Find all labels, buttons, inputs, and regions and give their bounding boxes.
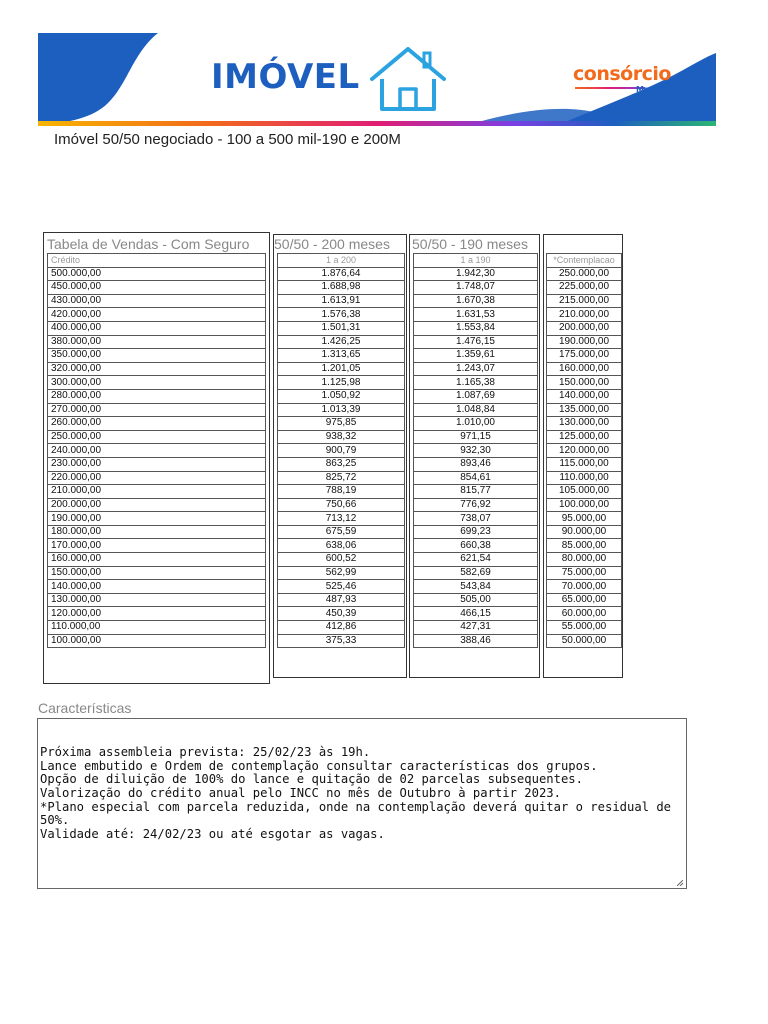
parcela-190-header: 1 a 190	[414, 254, 538, 268]
contemplacao-cell: 250.000,00	[547, 267, 622, 281]
table-row	[414, 512, 538, 526]
table-row	[414, 362, 538, 376]
table-row	[278, 430, 405, 444]
brand-sub: Magalu	[635, 85, 669, 94]
parcela-200-cell: 788,19	[278, 485, 405, 499]
table-row	[547, 553, 622, 567]
table-row	[414, 621, 538, 635]
table-row	[48, 362, 266, 376]
credito-cell: 190.000,00	[48, 512, 266, 526]
table-row	[48, 498, 266, 512]
table-row	[414, 430, 538, 444]
credito-cell: 100.000,00	[48, 634, 266, 648]
contemplacao-cell: 175.000,00	[547, 349, 622, 363]
parcela-190-grid	[413, 253, 538, 648]
credito-cell: 200.000,00	[48, 498, 266, 512]
table-190-title: 50/50 - 190 meses	[412, 236, 528, 252]
parcela-190-cell: 699,23	[414, 525, 538, 539]
parcela-190-cell: 971,15	[414, 430, 538, 444]
table-row	[278, 512, 405, 526]
table-row	[48, 281, 266, 295]
parcela-200-cell: 1.313,65	[278, 349, 405, 363]
credito-cell: 260.000,00	[48, 417, 266, 431]
credito-cell: 400.000,00	[48, 321, 266, 335]
credito-cell: 320.000,00	[48, 362, 266, 376]
table-row	[414, 566, 538, 580]
table-row	[414, 593, 538, 607]
contemplacao-cell: 95.000,00	[547, 512, 622, 526]
parcela-200-cell: 375,33	[278, 634, 405, 648]
credito-cell: 230.000,00	[48, 457, 266, 471]
table-row	[414, 267, 538, 281]
credito-cell: 280.000,00	[48, 389, 266, 403]
contemplacao-cell: 65.000,00	[547, 593, 622, 607]
table-row	[547, 335, 622, 349]
table-row	[278, 539, 405, 553]
credito-grid	[47, 253, 266, 648]
table-row	[547, 389, 622, 403]
parcela-200-cell: 562,99	[278, 566, 405, 580]
table-row	[48, 607, 266, 621]
contemplacao-cell: 115.000,00	[547, 457, 622, 471]
table-row	[48, 321, 266, 335]
contemplacao-cell: 100.000,00	[547, 498, 622, 512]
caracteristicas-text: Próxima assembleia prevista: 25/02/23 às 19h. Lance embutido e Ordem de contemplação consultar características dos grupos. Opção de diluição de 100% do lance e quitação de 02 parcelas subsequentes. Valorização do crédito anual pelo INCC no mês de Outubro à partir 2023. *Plano especial com parcela reduzida, onde na contemplação deverá quitar o residual de 50%. Validade até: 24/02/23 ou até esgotar as vagas.	[40, 745, 672, 841]
parcela-200-cell: 487,93	[278, 593, 405, 607]
parcela-190-cell: 854,61	[414, 471, 538, 485]
table-row	[414, 457, 538, 471]
parcela-200-cell: 1.501,31	[278, 321, 405, 335]
table-row	[48, 457, 266, 471]
credito-cell: 210.000,00	[48, 485, 266, 499]
table-row	[48, 417, 266, 431]
contemplacao-grid	[546, 253, 622, 648]
rainbow-stripe	[38, 121, 716, 126]
table-row	[414, 634, 538, 648]
table-row	[278, 281, 405, 295]
table-row	[48, 539, 266, 553]
table-row	[48, 403, 266, 417]
credito-cell: 180.000,00	[48, 525, 266, 539]
contemplacao-cell: 215.000,00	[547, 294, 622, 308]
parcela-190-cell: 1.048,84	[414, 403, 538, 417]
contemplacao-cell: 190.000,00	[547, 335, 622, 349]
parcela-200-cell: 1.125,98	[278, 376, 405, 390]
table-row	[547, 294, 622, 308]
table-row	[414, 308, 538, 322]
table-row	[414, 553, 538, 567]
table-row	[547, 321, 622, 335]
contemplacao-cell: 135.000,00	[547, 403, 622, 417]
parcela-200-cell: 1.426,25	[278, 335, 405, 349]
table-row	[278, 267, 405, 281]
parcela-190-cell: 1.087,69	[414, 389, 538, 403]
credito-cell: 120.000,00	[48, 607, 266, 621]
table-credito-title: Tabela de Vendas - Com Seguro	[47, 236, 250, 252]
caracteristicas-label: Características	[38, 700, 132, 716]
table-row	[547, 512, 622, 526]
parcela-190-cell: 505,00	[414, 593, 538, 607]
parcela-190-cell: 388,46	[414, 634, 538, 648]
table-row	[414, 376, 538, 390]
table-row	[48, 512, 266, 526]
contemplacao-cell: 150.000,00	[547, 376, 622, 390]
parcela-200-cell: 1.050,92	[278, 389, 405, 403]
parcela-200-cell: 1.613,91	[278, 294, 405, 308]
table-row	[547, 430, 622, 444]
parcela-190-cell: 738,07	[414, 512, 538, 526]
table-200-title: 50/50 - 200 meses	[274, 236, 390, 252]
table-row	[547, 485, 622, 499]
table-row	[278, 349, 405, 363]
parcela-200-cell: 525,46	[278, 580, 405, 594]
contemplacao-cell: 210.000,00	[547, 308, 622, 322]
parcela-190-cell: 1.165,38	[414, 376, 538, 390]
parcela-190-cell: 932,30	[414, 444, 538, 458]
table-row	[48, 471, 266, 485]
table-row	[278, 525, 405, 539]
table-190-meses	[409, 234, 540, 678]
resize-grip-icon[interactable]	[677, 880, 683, 886]
parcela-200-cell: 863,25	[278, 457, 405, 471]
parcela-190-cell: 893,46	[414, 457, 538, 471]
contemplacao-cell: 70.000,00	[547, 580, 622, 594]
brand-name: consórcio	[573, 63, 671, 85]
credito-cell: 450.000,00	[48, 281, 266, 295]
credito-cell: 170.000,00	[48, 539, 266, 553]
table-row	[48, 553, 266, 567]
table-row	[48, 389, 266, 403]
credito-cell: 150.000,00	[48, 566, 266, 580]
parcela-190-cell: 427,31	[414, 621, 538, 635]
contemplacao-cell: 160.000,00	[547, 362, 622, 376]
parcela-190-cell: 1.670,38	[414, 294, 538, 308]
table-row	[278, 294, 405, 308]
parcela-200-cell: 1.876,64	[278, 267, 405, 281]
table-row	[48, 267, 266, 281]
credito-cell: 300.000,00	[48, 376, 266, 390]
table-row	[414, 403, 538, 417]
caracteristicas-textarea[interactable]	[37, 718, 687, 889]
parcela-190-cell: 582,69	[414, 566, 538, 580]
table-row	[547, 498, 622, 512]
parcela-200-cell: 750,66	[278, 498, 405, 512]
page-subtitle: Imóvel 50/50 negociado - 100 a 500 mil-190 e 200M	[54, 131, 401, 148]
table-row	[278, 593, 405, 607]
table-row	[278, 321, 405, 335]
table-row	[547, 539, 622, 553]
table-row	[547, 525, 622, 539]
table-row	[414, 281, 538, 295]
table-row	[48, 566, 266, 580]
table-row	[48, 335, 266, 349]
table-row	[414, 294, 538, 308]
contemplacao-header: *Contemplacao	[547, 254, 622, 268]
table-row	[547, 376, 622, 390]
parcela-200-cell: 1.013,39	[278, 403, 405, 417]
table-row	[48, 621, 266, 635]
credito-cell: 160.000,00	[48, 553, 266, 567]
contemplacao-cell: 90.000,00	[547, 525, 622, 539]
table-row	[48, 485, 266, 499]
contemplacao-cell: 200.000,00	[547, 321, 622, 335]
parcela-190-cell: 1.010,00	[414, 417, 538, 431]
contemplacao-cell: 60.000,00	[547, 607, 622, 621]
credito-cell: 130.000,00	[48, 593, 266, 607]
credito-cell: 110.000,00	[48, 621, 266, 635]
parcela-190-cell: 1.243,07	[414, 362, 538, 376]
table-row	[48, 308, 266, 322]
table-row	[414, 485, 538, 499]
table-row	[278, 607, 405, 621]
table-row	[414, 349, 538, 363]
parcela-190-cell: 1.359,61	[414, 349, 538, 363]
brand-logo	[573, 63, 671, 94]
credito-header: Crédito	[48, 254, 266, 268]
parcela-190-cell: 776,92	[414, 498, 538, 512]
parcela-190-cell: 543,84	[414, 580, 538, 594]
table-row	[278, 376, 405, 390]
table-row	[48, 430, 266, 444]
table-row	[48, 580, 266, 594]
table-row	[278, 389, 405, 403]
table-row	[278, 444, 405, 458]
table-row	[278, 403, 405, 417]
table-row	[414, 539, 538, 553]
table-row	[414, 580, 538, 594]
table-row	[278, 621, 405, 635]
contemplacao-cell: 50.000,00	[547, 634, 622, 648]
parcela-200-grid	[277, 253, 405, 648]
contemplacao-cell: 110.000,00	[547, 471, 622, 485]
parcela-200-cell: 600,52	[278, 553, 405, 567]
table-row	[278, 471, 405, 485]
table-row	[547, 349, 622, 363]
parcela-200-cell: 1.576,38	[278, 308, 405, 322]
table-row	[414, 389, 538, 403]
parcela-190-cell: 621,54	[414, 553, 538, 567]
parcela-200-cell: 938,32	[278, 430, 405, 444]
table-row	[547, 403, 622, 417]
table-credito	[43, 232, 270, 684]
parcela-190-cell: 1.942,30	[414, 267, 538, 281]
contemplacao-cell: 120.000,00	[547, 444, 622, 458]
contemplacao-cell: 140.000,00	[547, 389, 622, 403]
header-banner	[38, 33, 716, 125]
brand-underline	[575, 87, 645, 89]
table-row	[48, 294, 266, 308]
table-row	[414, 525, 538, 539]
table-row	[547, 281, 622, 295]
table-200-meses	[273, 234, 407, 678]
parcela-190-cell: 466,15	[414, 607, 538, 621]
contemplacao-cell: 80.000,00	[547, 553, 622, 567]
credito-cell: 350.000,00	[48, 349, 266, 363]
table-row	[547, 267, 622, 281]
parcela-200-cell: 450,39	[278, 607, 405, 621]
contemplacao-cell: 85.000,00	[547, 539, 622, 553]
parcela-200-cell: 412,86	[278, 621, 405, 635]
contemplacao-cell: 225.000,00	[547, 281, 622, 295]
house-icon	[368, 45, 450, 113]
credito-cell: 420.000,00	[48, 308, 266, 322]
contemplacao-cell: 130.000,00	[547, 417, 622, 431]
contemplacao-cell: 55.000,00	[547, 621, 622, 635]
table-row	[48, 634, 266, 648]
table-row	[278, 308, 405, 322]
credito-cell: 500.000,00	[48, 267, 266, 281]
parcela-190-cell: 660,38	[414, 539, 538, 553]
table-row	[278, 498, 405, 512]
table-row	[278, 335, 405, 349]
table-row	[414, 498, 538, 512]
credito-cell: 250.000,00	[48, 430, 266, 444]
table-row	[414, 471, 538, 485]
contemplacao-cell: 125.000,00	[547, 430, 622, 444]
table-row	[48, 444, 266, 458]
table-contemplacao	[543, 234, 623, 678]
table-row	[48, 525, 266, 539]
credito-cell: 240.000,00	[48, 444, 266, 458]
parcela-200-cell: 1.688,98	[278, 281, 405, 295]
table-row	[547, 621, 622, 635]
contemplacao-cell: 75.000,00	[547, 566, 622, 580]
table-row	[414, 607, 538, 621]
parcela-200-cell: 675,59	[278, 525, 405, 539]
table-row	[547, 607, 622, 621]
parcela-200-cell: 975,85	[278, 417, 405, 431]
parcela-200-header: 1 a 200	[278, 254, 405, 268]
table-row	[414, 321, 538, 335]
credito-cell: 140.000,00	[48, 580, 266, 594]
credito-cell: 270.000,00	[48, 403, 266, 417]
credito-cell: 220.000,00	[48, 471, 266, 485]
table-row	[547, 634, 622, 648]
table-row	[547, 362, 622, 376]
parcela-200-cell: 713,12	[278, 512, 405, 526]
table-row	[278, 362, 405, 376]
parcela-200-cell: 1.201,05	[278, 362, 405, 376]
table-row	[547, 471, 622, 485]
parcela-190-cell: 815,77	[414, 485, 538, 499]
table-row	[414, 335, 538, 349]
table-row	[547, 308, 622, 322]
table-row	[414, 417, 538, 431]
parcela-190-cell: 1.631,53	[414, 308, 538, 322]
table-row	[278, 634, 405, 648]
credito-cell: 380.000,00	[48, 335, 266, 349]
table-row	[547, 444, 622, 458]
table-row	[547, 457, 622, 471]
table-row	[278, 580, 405, 594]
table-row	[547, 593, 622, 607]
contemplacao-cell: 105.000,00	[547, 485, 622, 499]
table-row	[48, 349, 266, 363]
table-row	[48, 376, 266, 390]
parcela-200-cell: 638,06	[278, 539, 405, 553]
table-row	[547, 417, 622, 431]
table-row	[278, 457, 405, 471]
table-row	[278, 566, 405, 580]
parcela-200-cell: 900,79	[278, 444, 405, 458]
table-row	[547, 580, 622, 594]
parcela-200-cell: 825,72	[278, 471, 405, 485]
banner-title: IMÓVEL	[211, 57, 360, 97]
table-row	[48, 593, 266, 607]
table-row	[278, 417, 405, 431]
parcela-190-cell: 1.553,84	[414, 321, 538, 335]
table-row	[278, 553, 405, 567]
table-row	[278, 485, 405, 499]
table-row	[414, 444, 538, 458]
table-row	[547, 566, 622, 580]
parcela-190-cell: 1.748,07	[414, 281, 538, 295]
parcela-190-cell: 1.476,15	[414, 335, 538, 349]
credito-cell: 430.000,00	[48, 294, 266, 308]
